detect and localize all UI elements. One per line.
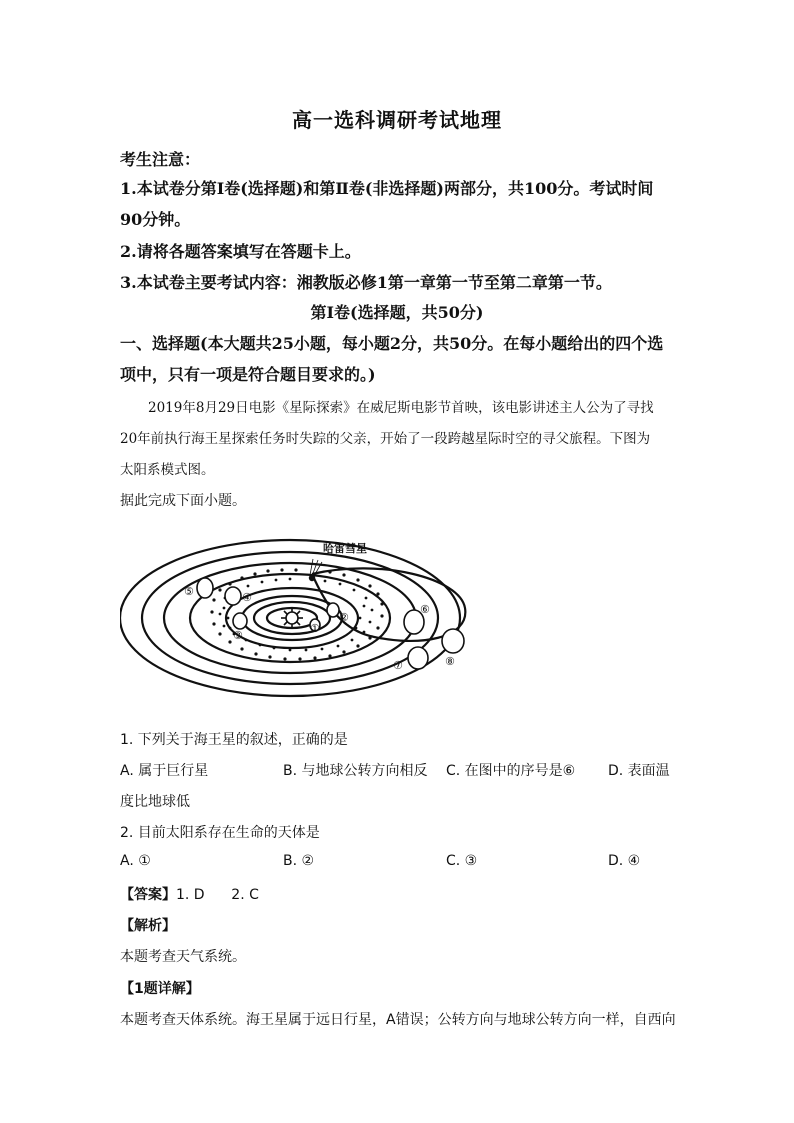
q1-stem: 1. 下列关于海王星的叙述，正确的是 bbox=[120, 732, 348, 748]
answer-value: 1. D 2. C bbox=[176, 887, 259, 903]
instruction: 据此完成下面小题。 bbox=[120, 493, 246, 509]
planet-5-label: ⑤ bbox=[184, 585, 194, 598]
planet-2 bbox=[327, 603, 339, 617]
planet-7 bbox=[408, 647, 428, 669]
planet-1-label: ① bbox=[310, 622, 320, 635]
planet-7-label: ⑦ bbox=[393, 659, 403, 672]
page-title: 高一选科调研考试地理 bbox=[292, 108, 502, 132]
q1-option-c: C. 在图中的序号是⑥ bbox=[446, 763, 576, 779]
analysis-label: 【解析】 bbox=[120, 918, 176, 934]
planet-4-label: ④ bbox=[242, 591, 252, 604]
comet-label: 哈雷彗星 bbox=[323, 542, 367, 555]
q1-option-a: A. 属于巨行星 bbox=[120, 763, 209, 779]
q2-option-b: B. ② bbox=[283, 853, 315, 869]
section1-heading-cont: 项中，只有一项是符合题目要求的。) bbox=[120, 365, 376, 384]
passage-line-3: 太阳系模式图。 bbox=[120, 462, 215, 478]
part1-heading: 第Ⅰ卷(选择题，共50分) bbox=[310, 303, 484, 322]
q1-option-d: D. 表面温 bbox=[608, 763, 670, 779]
q2-option-c: C. ③ bbox=[446, 853, 478, 869]
notice-heading: 考生注意： bbox=[120, 150, 201, 169]
notice-item-1: 1.本试卷分第Ⅰ卷(选择题)和第Ⅱ卷(非选择题)两部分，共100分。考试时间 bbox=[120, 179, 654, 198]
planet-3 bbox=[233, 613, 247, 629]
q2-option-a: A. ① bbox=[120, 853, 151, 869]
planet-8-label: ⑧ bbox=[445, 655, 455, 668]
sun-icon bbox=[281, 607, 303, 629]
planet-2-label: ② bbox=[339, 611, 349, 624]
passage-line-1: 2019年8月29日电影《星际探索》在威尼斯电影节首映，该电影讲述主人公为了寻找 bbox=[148, 400, 654, 416]
solar-system-figure bbox=[120, 528, 480, 698]
answer-line bbox=[120, 884, 259, 904]
passage-line-2: 20年前执行海王星探索任务时失踪的父亲，开始了一段跨越星际时空的寻父旅程。下图为 bbox=[120, 431, 651, 447]
detail-label: 【1题详解】 bbox=[120, 981, 200, 997]
q2-stem: 2. 目前太阳系存在生命的天体是 bbox=[120, 825, 320, 841]
planet-3-label: ③ bbox=[233, 629, 243, 642]
notice-item-3: 3.本试卷主要考试内容：湘教版必修1第一章第一节至第二章第一节。 bbox=[120, 273, 612, 292]
planet-8 bbox=[442, 629, 464, 653]
notice-item-1-cont: 90分钟。 bbox=[120, 210, 191, 229]
notice-item-2: 2.请将各题答案填写在答题卡上。 bbox=[120, 242, 361, 261]
planet-5 bbox=[197, 578, 213, 598]
planet-4 bbox=[225, 587, 241, 605]
detail-text: 本题考查天体系统。海王星属于远日行星，A错误；公转方向与地球公转方向一样，自西向 bbox=[120, 1012, 676, 1028]
analysis-text: 本题考查天气系统。 bbox=[120, 949, 246, 965]
planet-6-label: ⑥ bbox=[420, 603, 430, 616]
section1-heading: 一、选择题(本大题共25小题，每小题2分，共50分。在每小题给出的四个选 bbox=[120, 334, 664, 353]
answer-label: 【答案】 bbox=[120, 887, 176, 903]
q2-option-d: D. ④ bbox=[608, 853, 641, 869]
q1-option-d-cont: 度比地球低 bbox=[120, 794, 190, 810]
q1-option-b: B. 与地球公转方向相反 bbox=[283, 763, 428, 779]
